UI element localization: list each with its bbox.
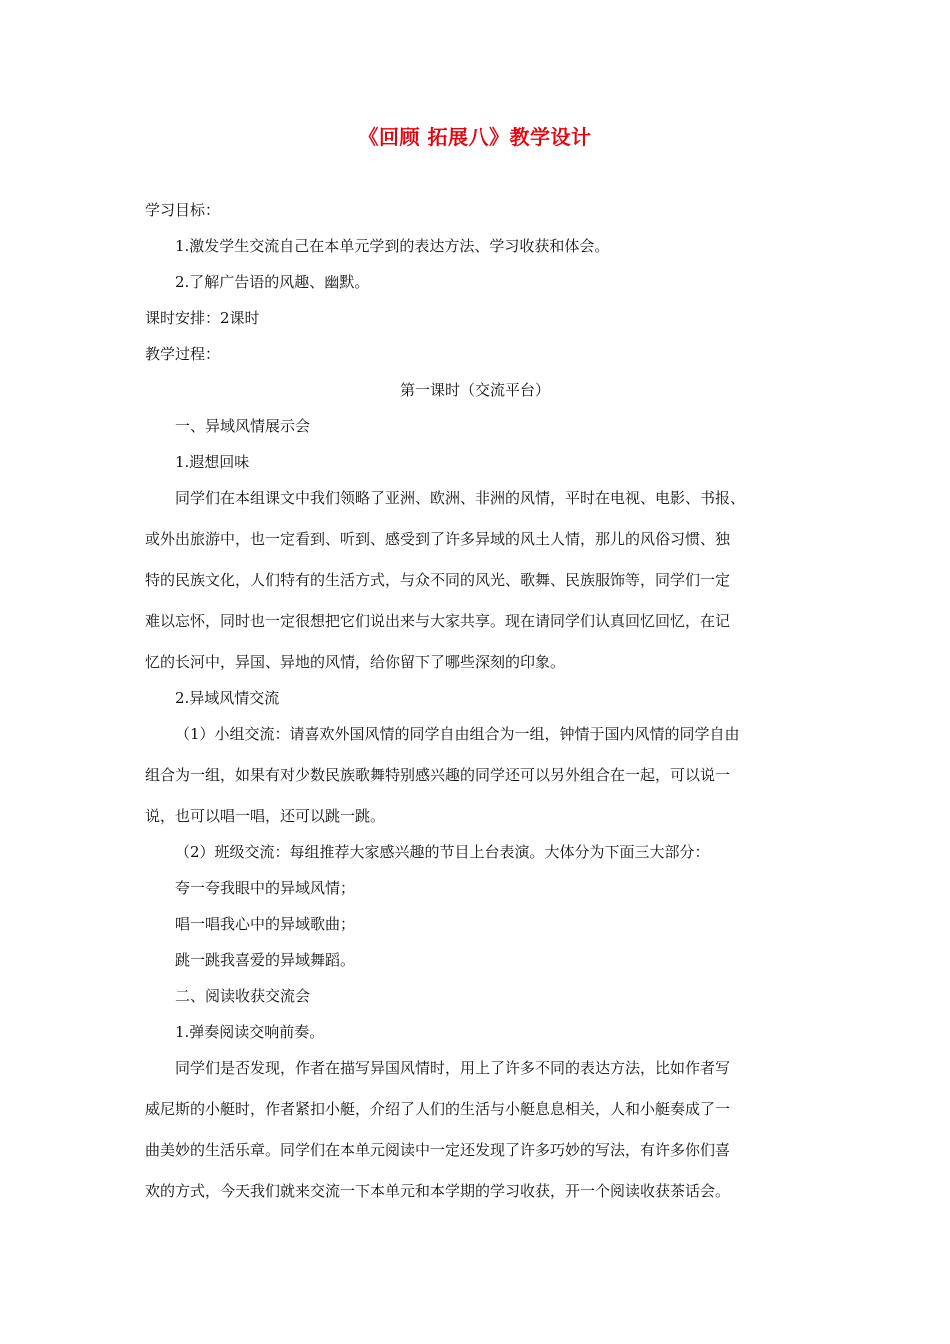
objective-item-1: 1.激发学生交流自己在本单元学到的表达方法、学习收获和体会。 xyxy=(175,237,610,255)
paragraph-4-line-2: 威尼斯的小艇时，作者紧扣小艇，介绍了人们的生活与小艇息息相关，人和小艇奏成了一 xyxy=(145,1100,731,1118)
paragraph-1-line-3: 特的民族文化，人们特有的生活方式，与众不同的风光、歌舞、民族服饰等，同学们一定 xyxy=(145,571,731,589)
paragraph-1-line-2: 或外出旅游中，也一定看到、听到、感受到了许多异域的风土人情，那儿的风俗习惯、独 xyxy=(145,530,731,548)
section-1-heading: 一、异域风情展示会 xyxy=(175,417,311,435)
paragraph-1-line-5: 忆的长河中，异国、异地的风情，给你留下了哪些深刻的印象。 xyxy=(145,653,566,671)
paragraph-1-line-1: 同学们在本组课文中我们领略了亚洲、欧洲、非洲的风情，平时在电视、电影、书报、 xyxy=(175,489,746,507)
section-2-item-1: 1.弹奏阅读交响前奏。 xyxy=(175,1023,325,1041)
paragraph-4-line-3: 曲美妙的生活乐章。同学们在本单元阅读中一定还发现了许多巧妙的写法，有许多你们喜 xyxy=(145,1141,731,1159)
paragraph-2-line-2: 组合为一组，如果有对少数民族歌舞特别感兴趣的同学还可以另外组合在一起，可以说一 xyxy=(145,766,731,784)
objective-item-2: 2.了解广告语的风趣、幽默。 xyxy=(175,273,370,291)
section-1-item-2: 2.异域风情交流 xyxy=(175,689,280,707)
part-1-line: 夸一夸我眼中的异域风情； xyxy=(175,879,356,897)
part-2-line: 唱一唱我心中的异域歌曲； xyxy=(175,915,356,933)
process-heading: 教学过程： xyxy=(145,345,221,363)
paragraph-4-line-1: 同学们是否发现，作者在描写异国风情时，用上了许多不同的表达方法，比如作者写 xyxy=(175,1059,731,1077)
part-3-line: 跳一跳我喜爱的异域舞蹈。 xyxy=(175,951,356,969)
paragraph-1-line-4: 难以忘怀，同时也一定很想把它们说出来与大家共享。现在请同学们认真回忆回忆，在记 xyxy=(145,612,731,630)
document-title: 《回顾 拓展八》教学设计 xyxy=(358,125,592,149)
lesson-1-heading: 第一课时（交流平台） xyxy=(399,381,550,399)
paragraph-2-line-1: （1）小组交流：请喜欢外国风情的同学自由组合为一组，钟情于国内风情的同学自由 xyxy=(175,725,740,743)
section-2-heading: 二、阅读收获交流会 xyxy=(175,987,311,1005)
paragraph-2-line-3: 说，也可以唱一唱，还可以跳一跳。 xyxy=(145,807,386,825)
paragraph-3: （2）班级交流：每组推荐大家感兴趣的节目上台表演。大体分为下面三大部分： xyxy=(175,843,710,861)
objectives-heading: 学习目标： xyxy=(145,201,221,219)
section-1-item-1: 1.遐想回味 xyxy=(175,453,250,471)
schedule-line: 课时安排：2课时 xyxy=(145,309,260,327)
paragraph-4-line-4: 欢的方式，今天我们就来交流一下本单元和本学期的学习收获，开一个阅读收获茶话会。 xyxy=(145,1182,731,1200)
